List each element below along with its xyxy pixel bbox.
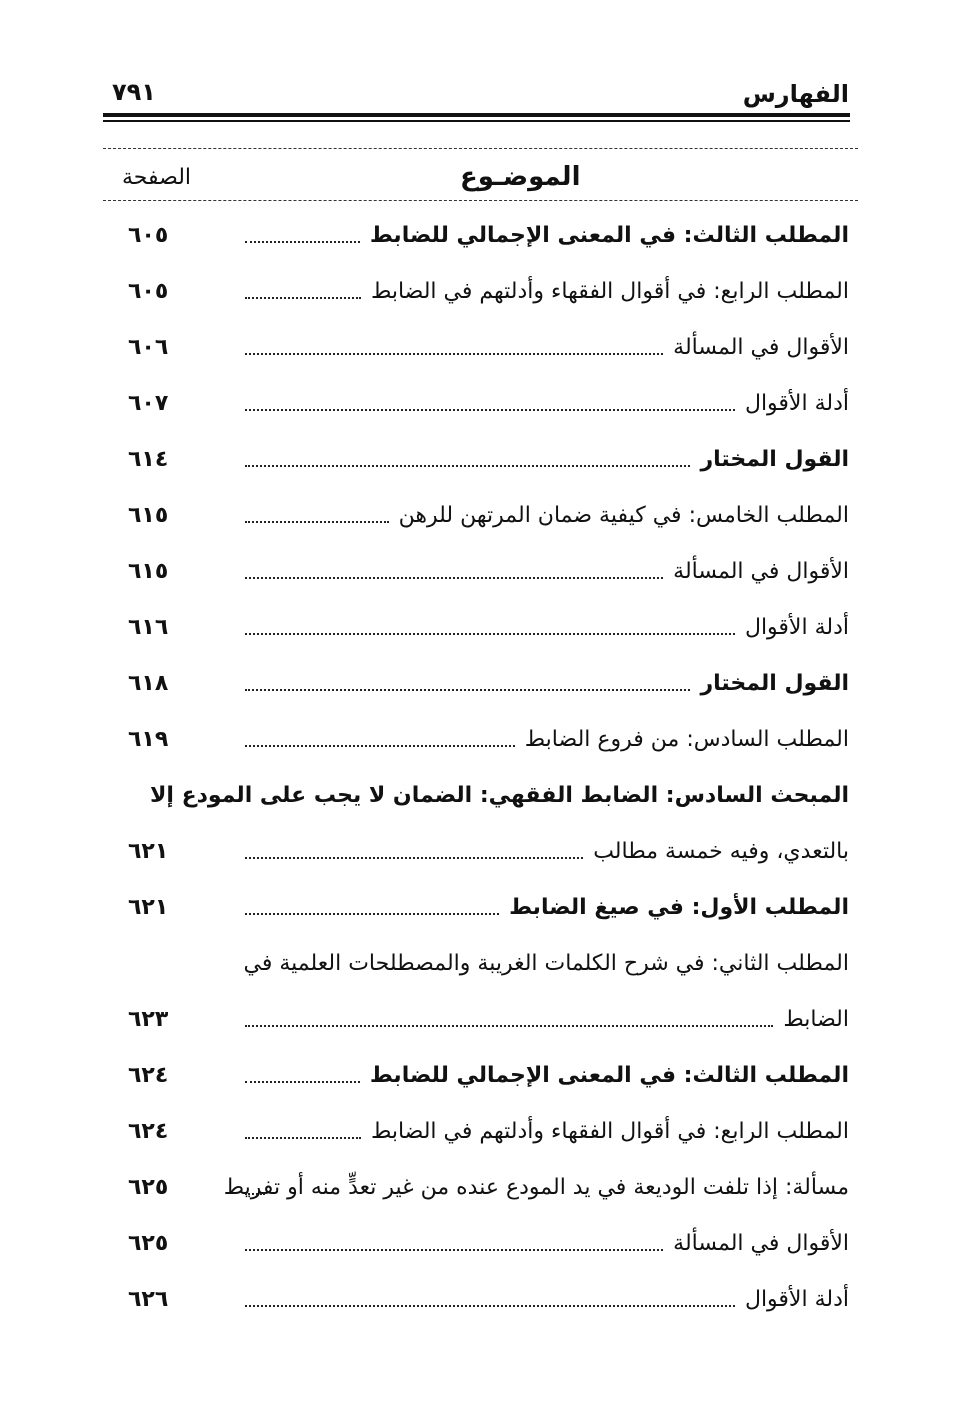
toc-entry-title: المطلب الثالث: في المعنى الإجمالي للضابط	[369, 223, 849, 248]
page-number: ٧٩١	[112, 78, 156, 106]
toc-entry-title: المطلب الثالث: في المعنى الإجمالي للضابط	[369, 1063, 849, 1088]
toc-entry	[0, 1156, 953, 1212]
toc-entry	[0, 540, 953, 596]
toc-entry-leader	[245, 353, 663, 355]
toc-entry-page: ٦١٩	[128, 727, 169, 752]
toc-entry-leader	[245, 577, 663, 579]
toc-entry	[0, 1212, 953, 1268]
toc-entry-title: الأقوال في المسألة	[673, 335, 849, 360]
toc-entry-leader	[245, 1137, 361, 1139]
toc-entry-leader	[245, 1193, 265, 1195]
toc-entry-title: المبحث السادس: الضابط الفقهي: الضمان لا يجب على المودع إلا	[149, 783, 849, 808]
toc-entry-title: القول المختار	[700, 447, 849, 472]
toc-entry-leader	[245, 1305, 735, 1307]
toc-entry-page: ٦٢٤	[128, 1119, 169, 1144]
toc-entry-page: ٦١٤	[128, 447, 169, 472]
toc-entry-leader	[245, 465, 690, 467]
toc-entry-leader	[245, 521, 389, 523]
toc-entry-page: ٦٠٥	[128, 223, 169, 248]
toc-entry-title: المطلب الرابع: في أقوال الفقهاء وأدلتهم في الضابط	[370, 1119, 849, 1144]
toc-entry-title: بالتعدي، وفيه خمسة مطالب	[593, 839, 849, 864]
toc-entry	[0, 988, 953, 1044]
toc-entry-title: مسألة: إذا تلفت الوديعة في يد المودع عنده من غير تعدٍّ منه أو تفريط	[223, 1175, 849, 1200]
toc-entry-leader	[245, 1025, 773, 1027]
toc-entry-page: ٦٠٧	[128, 391, 169, 416]
toc-entry-title: المطلب السادس: من فروع الضابط	[524, 727, 849, 752]
toc-entry-leader	[245, 913, 499, 915]
column-header-page: الصفحة	[122, 165, 192, 190]
toc-entry-title: القول المختار	[700, 671, 849, 696]
toc-entry-page: ٦١٦	[128, 615, 169, 640]
toc-entry-page: ٦١٨	[128, 671, 169, 696]
toc-entry	[0, 652, 953, 708]
toc-entry	[0, 596, 953, 652]
table-of-contents	[0, 204, 953, 1324]
toc-entry	[0, 1044, 953, 1100]
toc-entry	[0, 428, 953, 484]
toc-entry-leader	[245, 241, 360, 243]
toc-entry-title: أدلة الأقوال	[744, 391, 849, 416]
toc-entry-leader	[245, 689, 690, 691]
toc-entry-leader	[245, 409, 735, 411]
toc-entry	[0, 820, 953, 876]
toc-entry	[0, 1100, 953, 1156]
header-rule-thick	[103, 113, 850, 117]
toc-entry-page: ٦٢٥	[128, 1175, 169, 1200]
toc-entry-title: الضابط	[783, 1007, 849, 1032]
toc-entry	[0, 1268, 953, 1324]
toc-entry	[0, 708, 953, 764]
toc-entry-page: ٦٢١	[128, 895, 169, 920]
toc-entry-page: ٦٢٤	[128, 1063, 169, 1088]
toc-entry-title: الأقوال في المسألة	[673, 1231, 849, 1256]
toc-entry	[0, 260, 953, 316]
toc-entry	[0, 932, 953, 988]
toc-entry-page: ٦٠٦	[128, 335, 169, 360]
toc-entry-title: الأقوال في المسألة	[673, 559, 849, 584]
toc-entry-page: ٦٠٥	[128, 279, 169, 304]
toc-entry	[0, 372, 953, 428]
toc-entry-page: ٦٢١	[128, 839, 169, 864]
running-title: الفهارس	[742, 80, 849, 108]
toc-entry-title: المطلب الرابع: في أقوال الفقهاء وأدلتهم في الضابط	[370, 279, 849, 304]
toc-entry-leader	[245, 297, 361, 299]
toc-entry-title: المطلب الخامس: في كيفية ضمان المرتهن للرهن	[398, 503, 849, 528]
toc-entry-page: ٦٢٣	[128, 1007, 169, 1032]
toc-entry-leader	[245, 1249, 663, 1251]
toc-entry	[0, 204, 953, 260]
header-rule-thin	[103, 120, 850, 122]
toc-entry-leader	[245, 745, 515, 747]
toc-entry-title: المطلب الثاني: في شرح الكلمات الغريبة والمصطلحات العلمية في	[243, 951, 849, 976]
toc-entry	[0, 316, 953, 372]
toc-entry-page: ٦١٥	[128, 559, 169, 584]
toc-entry-page: ٦١٥	[128, 503, 169, 528]
toc-entry	[0, 764, 953, 820]
toc-entry-page: ٦٢٦	[128, 1287, 169, 1312]
toc-entry-title: أدلة الأقوال	[744, 615, 849, 640]
column-header-topic: الموضـوع	[460, 162, 581, 192]
toc-entry-page: ٦٢٥	[128, 1231, 169, 1256]
toc-entry-title: المطلب الأول: في صيغ الضابط	[509, 895, 849, 920]
toc-entry	[0, 876, 953, 932]
toc-entry-title: أدلة الأقوال	[744, 1287, 849, 1312]
column-header-bottom-divider	[103, 200, 858, 201]
toc-entry-leader	[245, 633, 735, 635]
toc-entry-leader	[245, 1081, 360, 1083]
toc-entry-leader	[245, 857, 583, 859]
toc-entry	[0, 484, 953, 540]
column-header-top-divider	[103, 148, 858, 149]
